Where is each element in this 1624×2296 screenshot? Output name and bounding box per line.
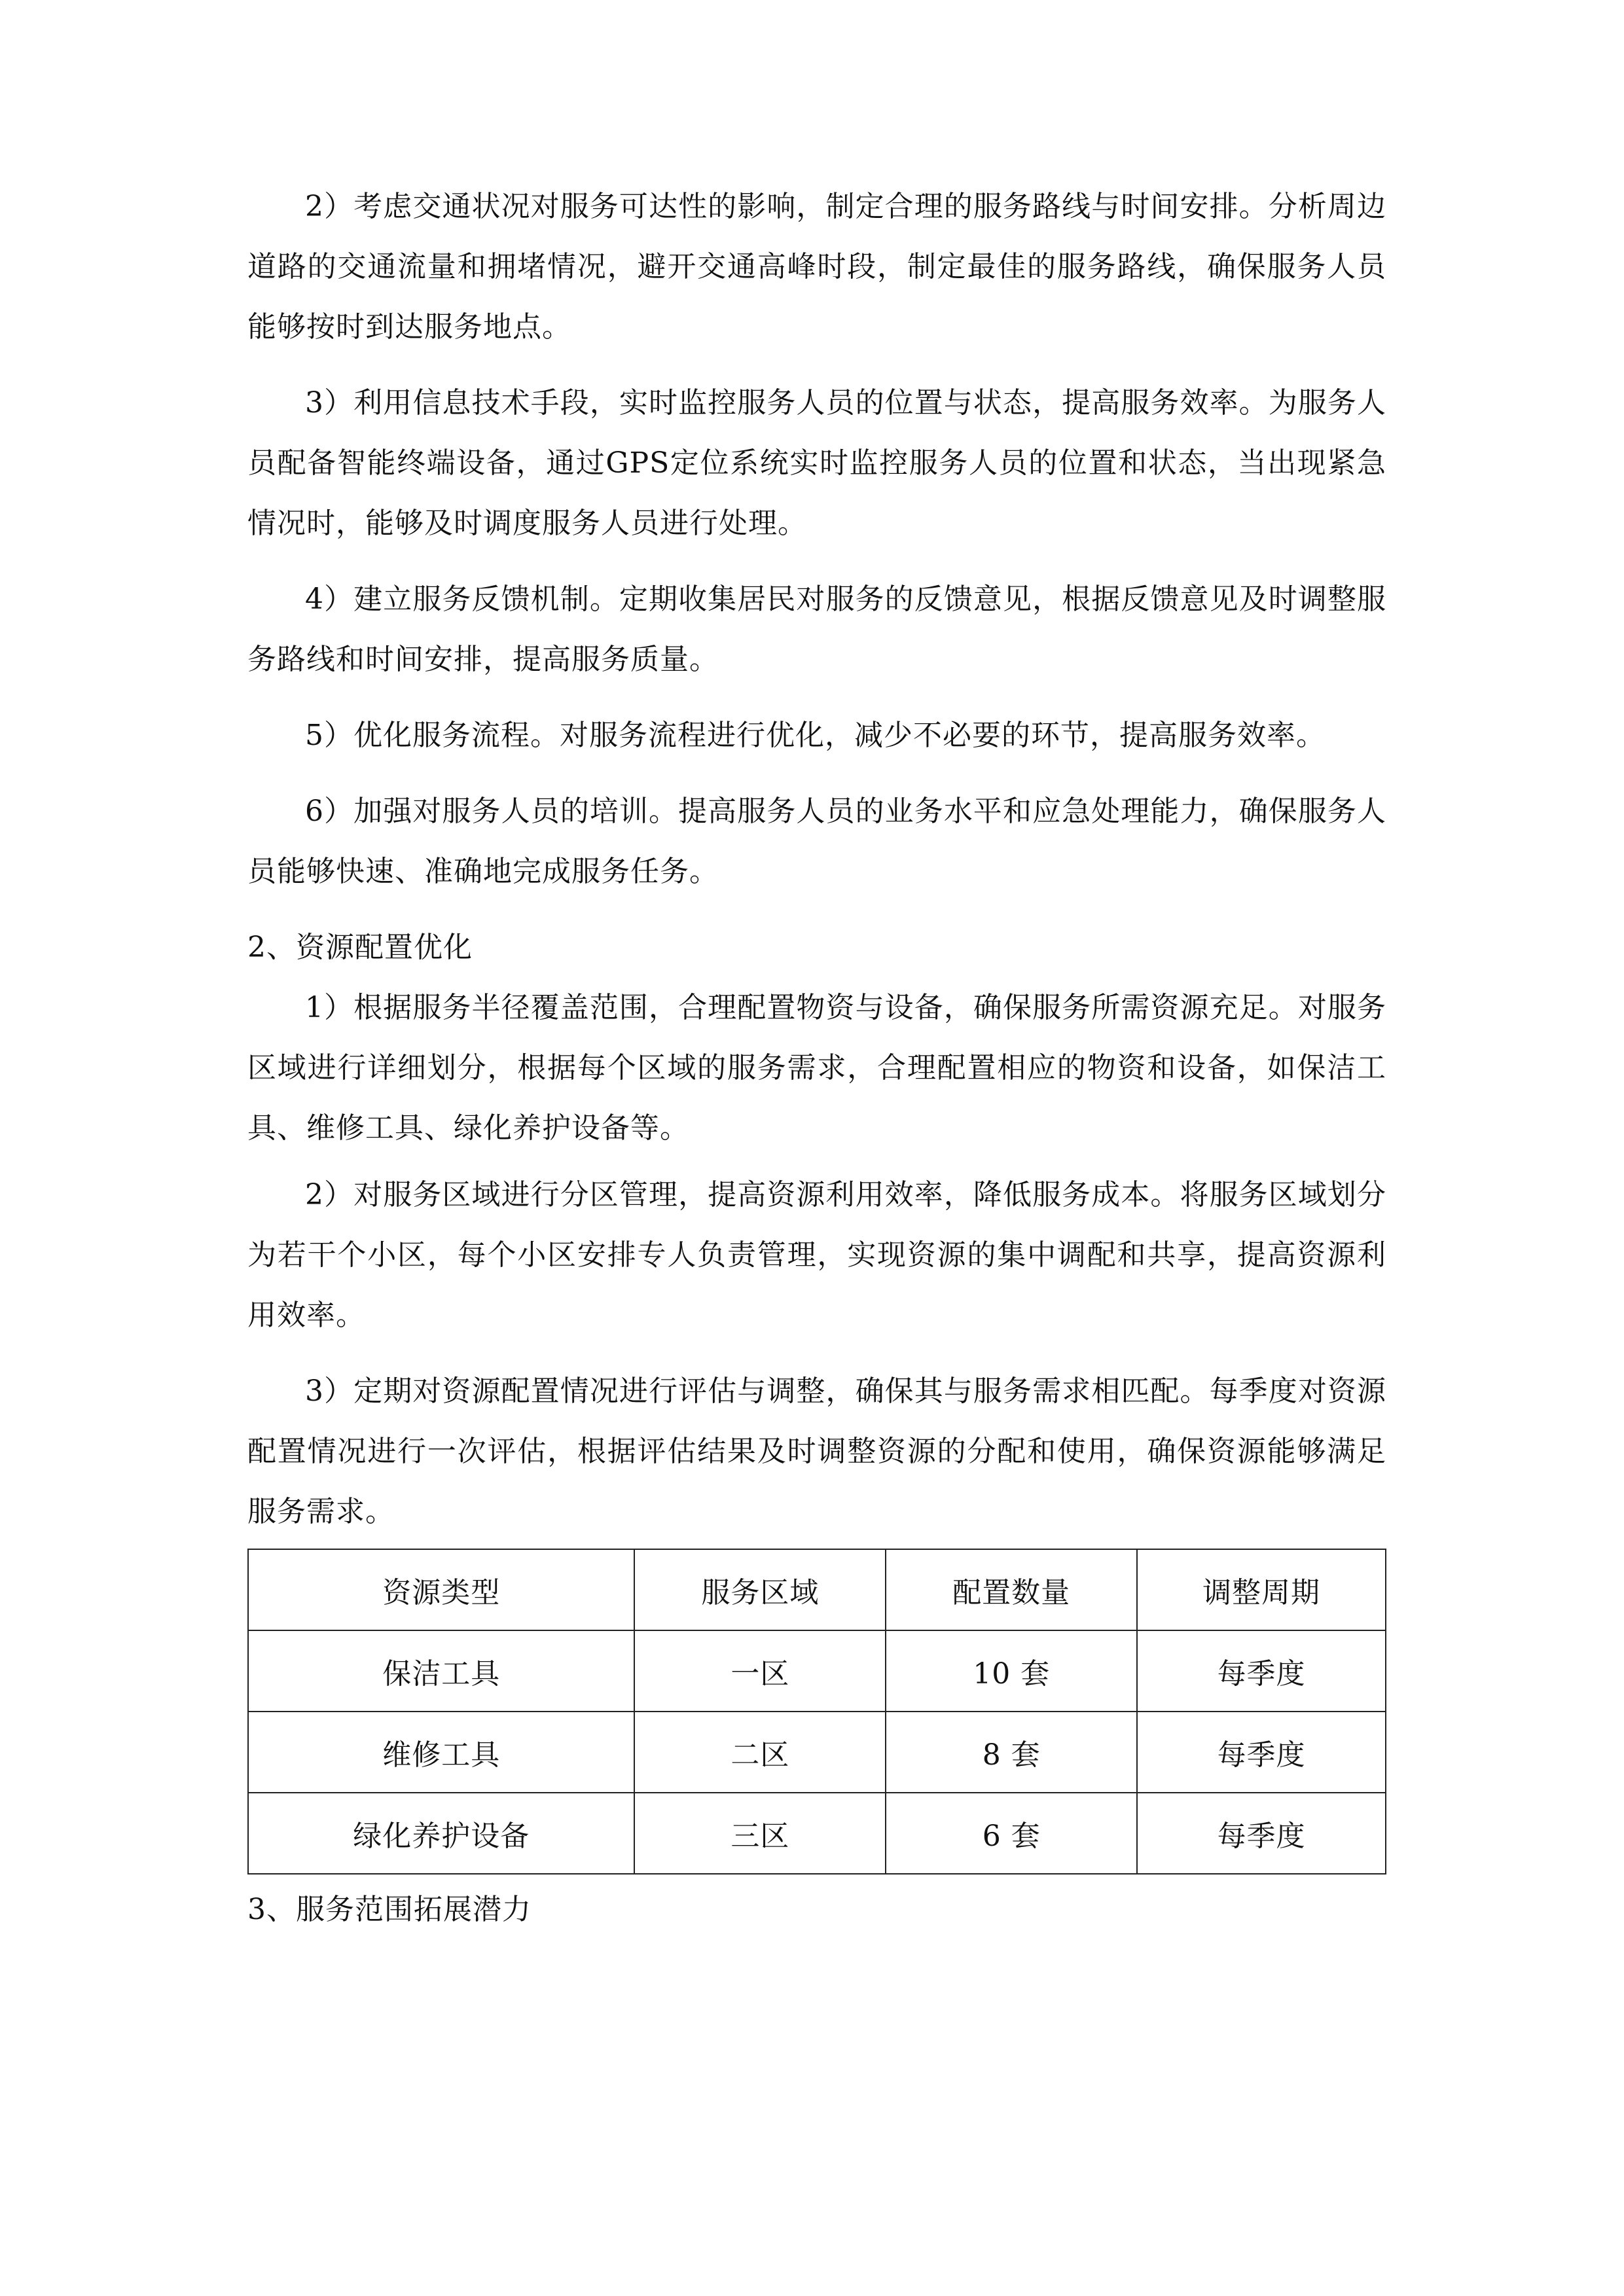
section-heading-service-expansion: 3、服务范围拓展潜力 bbox=[247, 1893, 532, 1926]
table-cell-resource-type: 维修工具 bbox=[248, 1712, 634, 1793]
table-header-row bbox=[248, 1549, 1386, 1630]
table-header-service-zone: 服务区域 bbox=[634, 1549, 886, 1630]
paragraph-traffic-routes: 2）考虑交通状况对服务可达性的影响，制定合理的服务路线与时间安排。分析周边道路的交通流量和拥堵情况，避开交通高峰时段，制定最佳的服务路线，确保服务人员能够按时到达服务地点。 bbox=[247, 190, 1386, 344]
table-cell-service-zone: 三区 bbox=[634, 1793, 886, 1874]
table-row bbox=[248, 1793, 1386, 1874]
table-cell-resource-type: 绿化养护设备 bbox=[248, 1793, 634, 1874]
paragraph-staff-training: 6）加强对服务人员的培训。提高服务人员的业务水平和应急处理能力，确保服务人员能够快速、准确地完成服务任务。 bbox=[247, 795, 1386, 888]
table-cell-service-zone: 一区 bbox=[634, 1630, 886, 1712]
paragraph-process-optimization: 5）优化服务流程。对服务流程进行优化，减少不必要的环节，提高服务效率。 bbox=[305, 719, 1326, 752]
paragraph-periodic-review: 3）定期对资源配置情况进行评估与调整，确保其与服务需求相匹配。每季度对资源配置情况进行一次评估，根据评估结果及时调整资源的分配和使用，确保资源能够满足服务需求。 bbox=[247, 1374, 1386, 1528]
table-header-resource-type: 资源类型 bbox=[248, 1549, 634, 1630]
table-cell-resource-type: 保洁工具 bbox=[248, 1630, 634, 1712]
paragraph-resource-coverage: 1）根据服务半径覆盖范围，合理配置物资与设备，确保服务所需资源充足。对服务区域进行详细划分，根据每个区域的服务需求，合理配置相应的物资和设备，如保洁工具、维修工具、绿化养护设备等。 bbox=[247, 991, 1386, 1145]
resource-allocation-table bbox=[247, 1549, 1386, 1874]
paragraph-zone-management: 2）对服务区域进行分区管理，提高资源利用效率，降低服务成本。将服务区域划分为若干个小区，每个小区安排专人负责管理，实现资源的集中调配和共享，提高资源利用效率。 bbox=[247, 1178, 1386, 1332]
table-cell-service-zone: 二区 bbox=[634, 1712, 886, 1793]
table-cell-quantity: 8 套 bbox=[886, 1712, 1137, 1793]
paragraph-it-monitoring: 3）利用信息技术手段，实时监控服务人员的位置与状态，提高服务效率。为服务人员配备智能终端设备，通过GPS定位系统实时监控服务人员的位置和状态，当出现紧急情况时，能够及时调度服务人员进行处理。 bbox=[247, 386, 1386, 540]
document-page bbox=[247, 177, 1386, 1940]
paragraph-feedback-mechanism: 4）建立服务反馈机制。定期收集居民对服务的反馈意见，根据反馈意见及时调整服务路线和时间安排，提高服务质量。 bbox=[247, 583, 1386, 676]
table-cell-adjust-cycle: 每季度 bbox=[1137, 1712, 1386, 1793]
table-row bbox=[248, 1630, 1386, 1712]
table-cell-quantity: 10 套 bbox=[886, 1630, 1137, 1712]
table-row bbox=[248, 1712, 1386, 1793]
table-cell-adjust-cycle: 每季度 bbox=[1137, 1793, 1386, 1874]
table-cell-adjust-cycle: 每季度 bbox=[1137, 1630, 1386, 1712]
table-cell-quantity: 6 套 bbox=[886, 1793, 1137, 1874]
table-header-adjust-cycle: 调整周期 bbox=[1137, 1549, 1386, 1630]
section-heading-resource-allocation: 2、资源配置优化 bbox=[247, 931, 473, 964]
table-header-quantity: 配置数量 bbox=[886, 1549, 1137, 1630]
